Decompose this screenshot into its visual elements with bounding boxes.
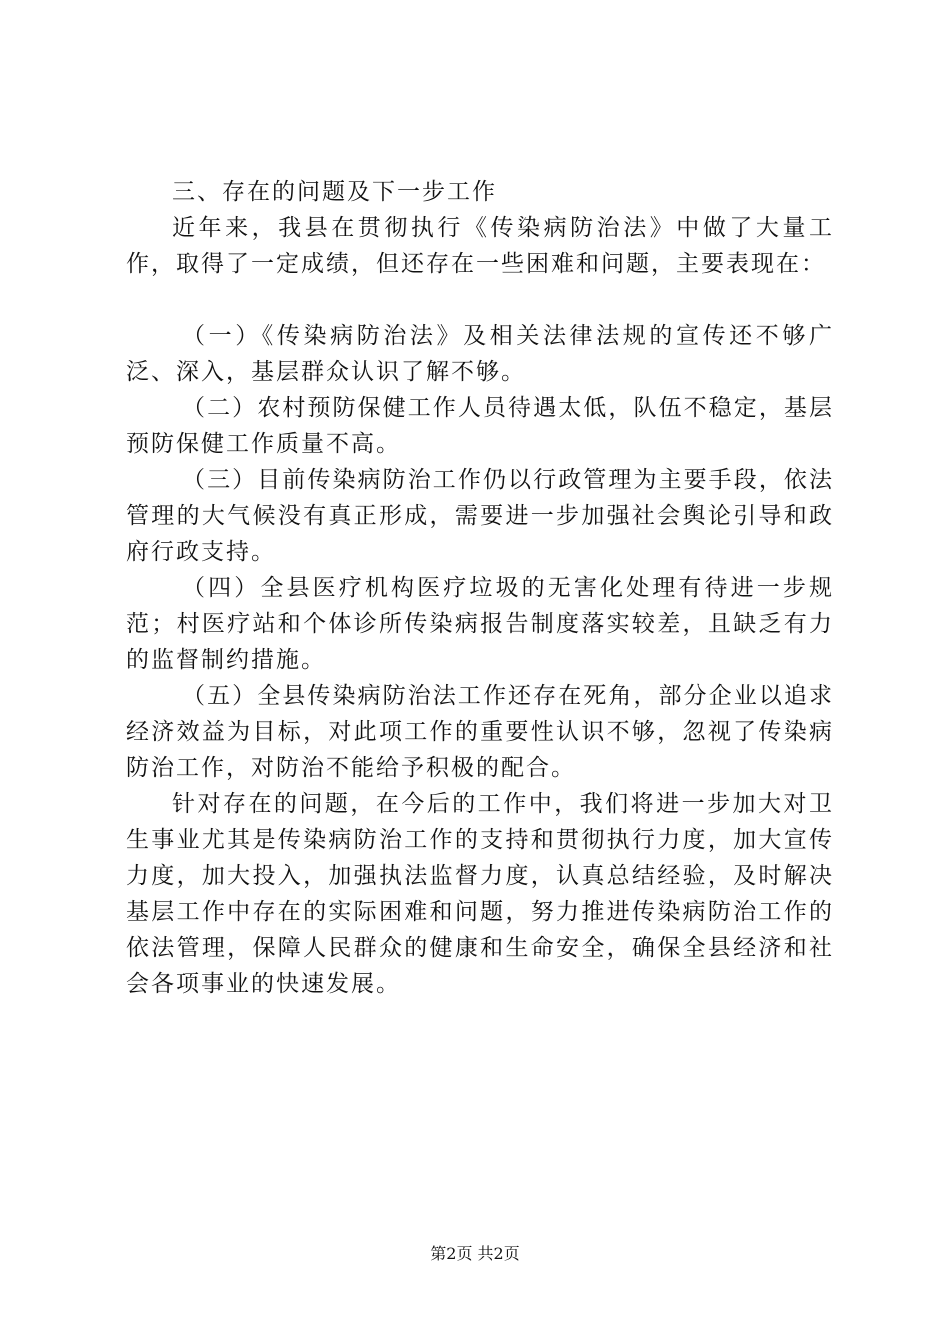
issue-paragraph-4: （四）全县医疗机构医疗垃圾的无害化处理有待进一步规范；村医疗站和个体诊所传染病报告制度落实较差，且缺乏有力的监督制约措施。 [126,575,834,673]
issue-paragraph-3: （三）目前传染病防治工作仍以行政管理为主要手段，依法管理的大气候没有真正形成，需要进一步加强社会舆论引导和政府行政支持。 [126,467,834,565]
page-number-footer: 第2页 共2页 [430,1244,520,1263]
intro-paragraph: 近年来，我县在贯彻执行《传染病防治法》中做了大量工作，取得了一定成绩，但还存在一些困难和问题，主要表现在： [126,215,834,277]
conclusion-paragraph: 针对存在的问题，在今后的工作中，我们将进一步加大对卫生事业尤其是传染病防治工作的支持和贯彻执行力度，加大宣传力度，加大投入，加强执法监督力度，认真总结经验，及时解决基层工作中存在的实际困难和问题，努力推进传染病防治工作的依法管理，保障人民群众的健康和生命安全，确保全县经济和社会各项事业的快速发展。 [126,791,834,997]
section-heading: 三、存在的问题及下一步工作 [172,179,497,205]
issue-paragraph-5: （五）全县传染病防治法工作还存在死角，部分企业以追求经济效益为目标，对此项工作的重要性认识不够，忽视了传染病防治工作，对防治不能给予积极的配合。 [126,683,834,781]
issue-paragraph-2: （二）农村预防保健工作人员待遇太低，队伍不稳定，基层预防保健工作质量不高。 [126,395,834,457]
issue-paragraph-1: （一）《传染病防治法》及相关法律法规的宣传还不够广泛、深入，基层群众认识了解不够。 [126,323,834,385]
document-body [126,174,834,1002]
